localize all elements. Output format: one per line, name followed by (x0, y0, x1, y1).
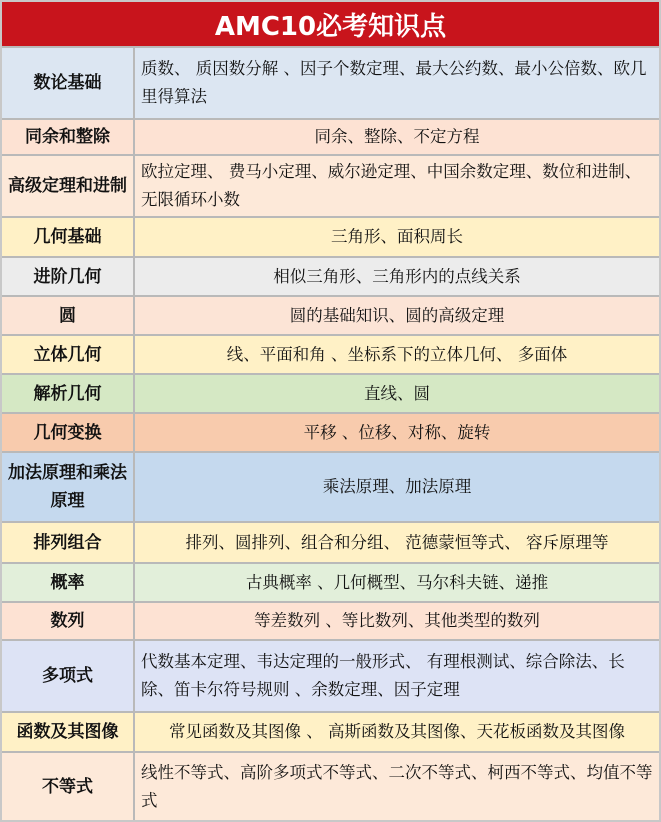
row-category: 数列 (2, 603, 135, 639)
table-row (2, 641, 659, 713)
row-category: 圆 (2, 297, 135, 334)
row-topics: 排列、圆排列、组合和分组、 范德蒙恒等式、 容斥原理等 (185, 532, 609, 552)
row-category: 几何变换 (2, 414, 135, 451)
table-row (2, 564, 659, 603)
row-topics: 等差数列 、等比数列、其他类型的数列 (254, 611, 540, 630)
row-topics: 常见函数及其图像 、 高斯函数及其图像、天花板函数及其图像 (169, 722, 625, 741)
table-title: AMC10必考知识点 (2, 2, 659, 48)
table-row (2, 156, 659, 218)
row-topics: 欧拉定理、 费马小定理、威尔逊定理、中国余数定理、数位和进制、无限循环小数 (141, 162, 642, 209)
row-topics: 古典概率 、几何概型、马尔科夫链、递推 (245, 572, 549, 592)
row-category: 进阶几何 (2, 258, 135, 295)
table-row (2, 453, 659, 523)
row-topics: 代数基本定理、韦达定理的一般形式、 有理根测试、综合除法、长除、笛卡尔符号规则 、余数定理、因子定理 (141, 652, 625, 699)
row-category: 立体几何 (2, 336, 135, 373)
row-category: 概率 (2, 564, 135, 601)
row-category: 加法原理和乘法原理 (2, 453, 135, 521)
row-topics: 乘法原理、加法原理 (322, 477, 472, 496)
row-category: 几何基础 (2, 218, 135, 256)
row-topics: 质数、 质因数分解 、因子个数定理、最大公约数、最小公倍数、欧几里得算法 (141, 59, 647, 106)
row-category: 函数及其图像 (2, 713, 135, 751)
table-row (2, 48, 659, 120)
row-topics: 线、平面和角 、坐标系下的立体几何、 多面体 (226, 344, 568, 364)
row-topics: 平移 、位移、对称、旋转 (303, 422, 491, 442)
row-topics: 同余、整除、不定方程 (314, 127, 480, 146)
table-row (2, 120, 659, 156)
table-row (2, 297, 659, 336)
row-category: 多项式 (2, 641, 135, 711)
row-topics: 线性不等式、高阶多项式不等式、二次不等式、柯西不等式、均值不等式 (141, 762, 653, 810)
row-topics: 圆的基础知识、圆的高级定理 (289, 305, 505, 325)
table-row (2, 753, 659, 820)
row-category: 高级定理和进制 (2, 156, 135, 216)
row-topics: 三角形、面积周长 (331, 227, 463, 246)
table-row (2, 603, 659, 641)
row-category: 排列组合 (2, 523, 135, 562)
table-row (2, 336, 659, 375)
row-topics: 直线、圆 (364, 383, 430, 403)
table-body (2, 48, 659, 820)
row-category: 不等式 (2, 753, 135, 820)
row-category: 同余和整除 (2, 120, 135, 154)
table-row (2, 258, 659, 297)
table-row (2, 218, 659, 258)
table-row (2, 713, 659, 753)
table-row (2, 375, 659, 414)
table-row (2, 414, 659, 453)
row-category: 数论基础 (2, 48, 135, 118)
row-category: 解析几何 (2, 375, 135, 412)
row-topics: 相似三角形、三角形内的点线关系 (273, 266, 521, 286)
table-row (2, 523, 659, 564)
